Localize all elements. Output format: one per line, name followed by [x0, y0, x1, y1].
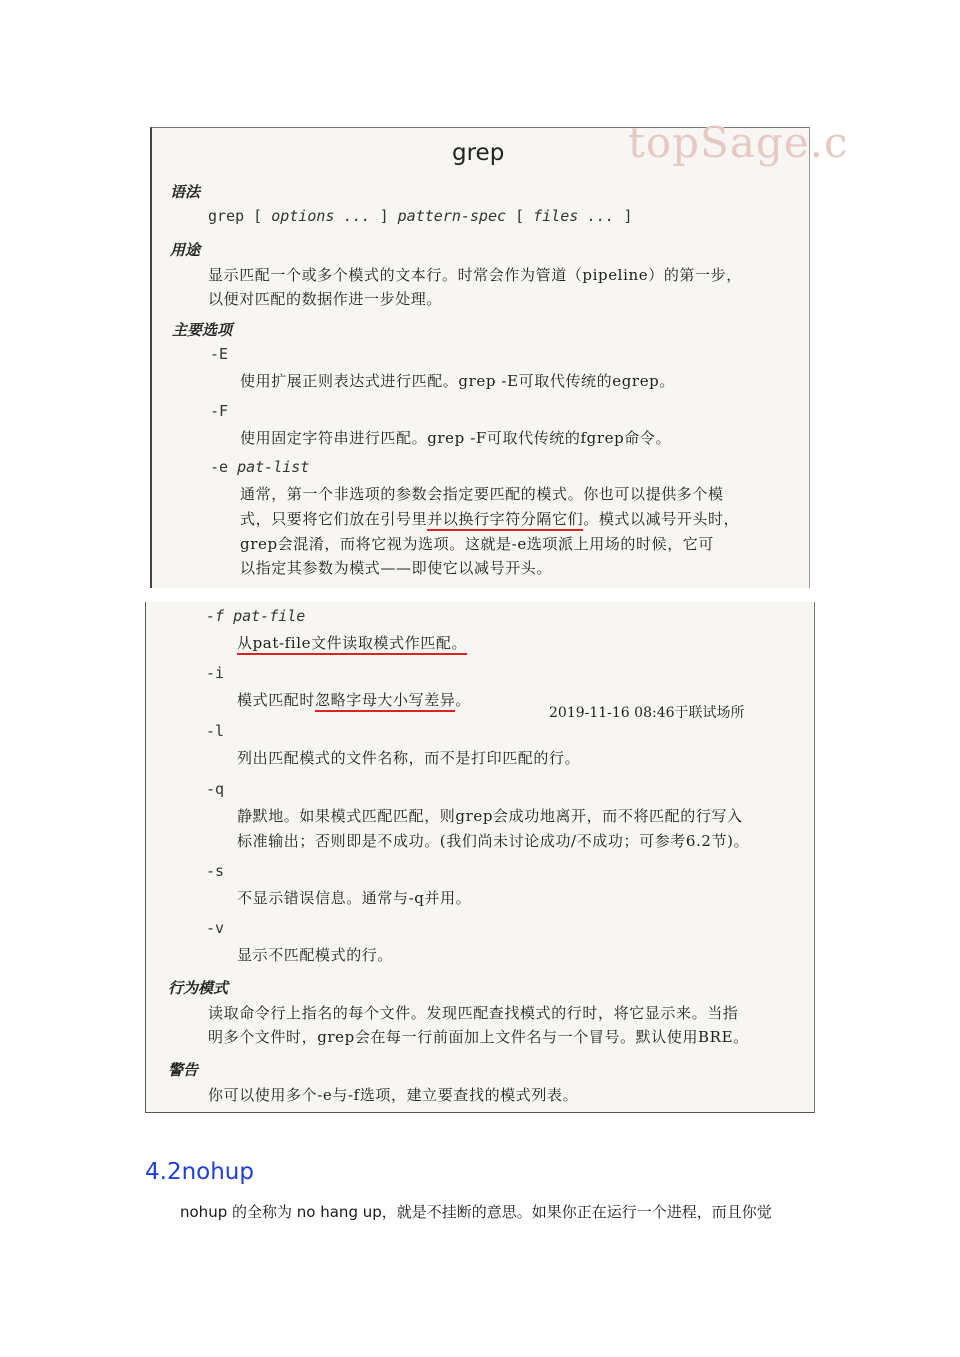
red-underline-text: 从pat-file文件读取模式作匹配。 — [237, 634, 467, 655]
timestamp-stamp: 2019-11-16 08:46于联试场所 — [549, 705, 745, 721]
syntax-bracket: ] — [379, 207, 389, 225]
option-desc: 标准输出；否则即是不成功。(我们尚未讨论成功/不成功；可参考6.2节)。 — [237, 832, 750, 850]
section-paragraph — [180, 1201, 772, 1222]
usage-line: 显示匹配一个或多个模式的文本行。时常会作为管道（pipeline）的第一步， — [208, 266, 742, 284]
option-desc: 以指定其参数为模式——即使它以减号开头。 — [240, 559, 553, 577]
option-desc: 使用固定字符串进行匹配。grep -F可取代传统的fgrep命令。 — [240, 429, 672, 447]
option-arg: pat-file — [233, 607, 306, 625]
text-run: no hang up — [296, 1203, 382, 1221]
option-flag-name: -e — [210, 458, 229, 476]
syntax-bracket: [ — [253, 207, 263, 225]
usage-line: 以便对匹配的数据作进一步处理。 — [208, 290, 443, 308]
option-desc — [240, 508, 739, 529]
option-desc — [237, 689, 471, 710]
warning-line: 你可以使用多个-e与-f选项，建立要查找的模式列表。 — [208, 1086, 579, 1104]
option-desc: 不显示错误信息。通常与-q并用。 — [237, 889, 472, 907]
option-desc — [237, 632, 467, 653]
section-heading: 4.2nohup — [145, 1159, 254, 1185]
syntax-bracket: [ — [515, 207, 525, 225]
option-desc: 使用扩展正则表达式进行匹配。grep -E可取代传统的egrep。 — [240, 372, 675, 390]
option-flag: -i — [206, 664, 225, 682]
text-run: ，就是不挂断的意思。如果你正在运行一个进程，而且你觉 — [381, 1203, 772, 1221]
option-arg: pat-list — [237, 458, 310, 476]
option-desc: 显示不匹配模式的行。 — [237, 946, 394, 964]
watermark: topSage.c — [628, 118, 849, 167]
option-flag: -E — [210, 345, 229, 363]
option-desc: 静默地。如果模式匹配匹配，则grep会成功地离开，而不将匹配的行写入 — [237, 807, 743, 825]
text-run: 。 — [455, 691, 472, 709]
option-flag-name: -f — [206, 607, 225, 625]
warning-heading: 警告 — [168, 1061, 199, 1079]
behavior-heading: 行为模式 — [168, 979, 229, 997]
option-desc: grep会混淆，而将它视为选项。这就是-e选项派上用场的时候，它可 — [240, 535, 714, 553]
syntax-files: files ... — [533, 207, 615, 225]
option-flag: -F — [210, 402, 229, 420]
syntax-options: options ... — [271, 207, 371, 225]
red-underline-text: 忽略字母大小写差异 — [315, 691, 455, 712]
behavior-line: 读取命令行上指名的每个文件。发现匹配查找模式的行时，将它显示来。当指 — [208, 1004, 739, 1022]
option-flag: -v — [206, 919, 225, 937]
syntax-heading: 语法 — [170, 183, 201, 201]
syntax-bracket: ] — [623, 207, 633, 225]
option-flag: -q — [206, 780, 225, 798]
text-run: 的全称为 — [227, 1203, 297, 1221]
option-desc: 列出匹配模式的文件名称，而不是打印匹配的行。 — [237, 749, 581, 767]
red-underline-text: 并以换行字符分隔它们 — [427, 510, 583, 531]
option-flag: -s — [206, 862, 225, 880]
option-flag: -l — [206, 722, 225, 740]
text-run: 式，只要将它们放在引号里 — [240, 510, 428, 528]
options-heading: 主要选项 — [172, 321, 233, 339]
behavior-line: 明多个文件时，grep会在每一行前面加上文件名与一个冒号。默认使用BRE。 — [208, 1028, 749, 1046]
syntax-pattern: pattern-spec — [397, 207, 507, 225]
usage-heading: 用途 — [170, 241, 201, 259]
syntax-cmd: grep — [208, 207, 245, 225]
text-run: 。模式以减号开头时， — [583, 510, 740, 528]
option-desc: 通常，第一个非选项的参数会指定要匹配的模式。你也可以提供多个模 — [240, 485, 724, 503]
text-run: 模式匹配时 — [237, 691, 316, 709]
syntax-line — [208, 207, 632, 225]
option-flag — [206, 607, 305, 625]
text-run: nohup — [180, 1203, 228, 1221]
page-title: grep — [452, 140, 505, 166]
option-flag — [210, 458, 309, 476]
